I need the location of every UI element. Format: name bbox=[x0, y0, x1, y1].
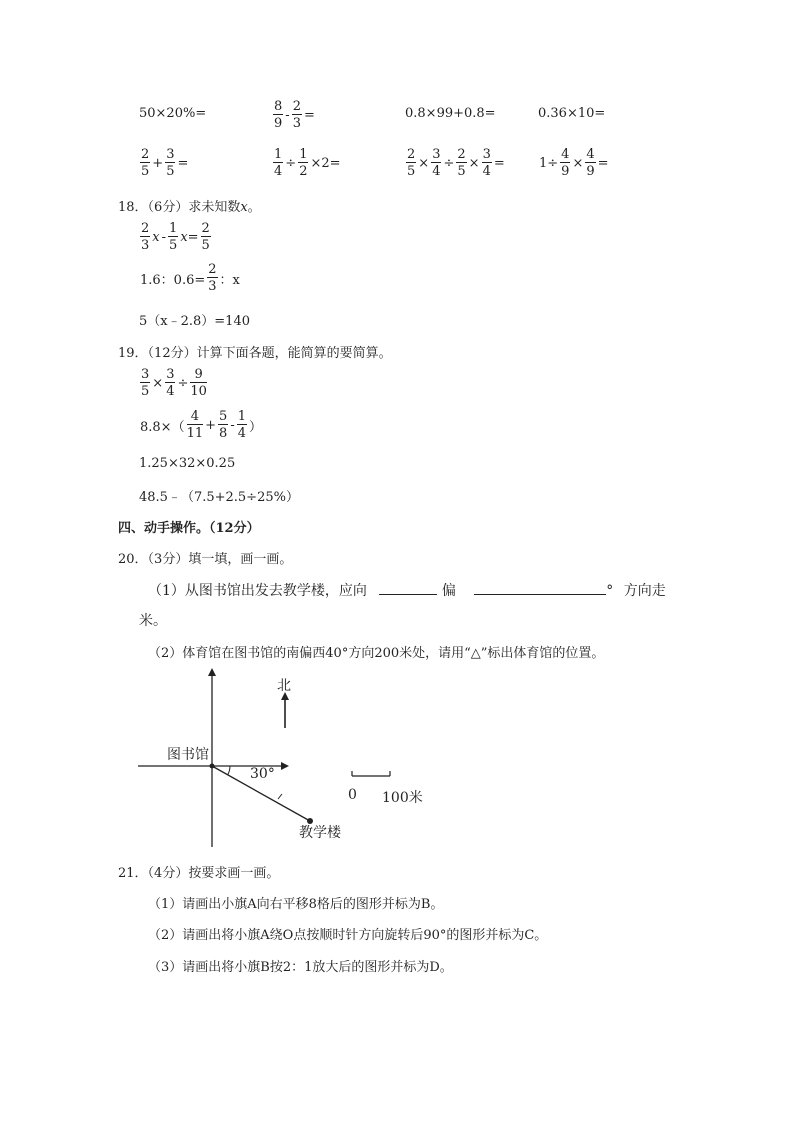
numerator: 5 bbox=[219, 409, 228, 424]
numerator: 3 bbox=[141, 367, 150, 382]
numerator: 2 bbox=[407, 147, 416, 162]
operator: × bbox=[152, 375, 164, 391]
library-point bbox=[210, 764, 215, 769]
q18-equation-3: 5（x﹣2.8）=140 bbox=[139, 314, 250, 329]
denominator: 10 bbox=[190, 384, 207, 399]
variable-equals: x= bbox=[180, 229, 199, 245]
q19-title: 19．（12分）计算下面各题，能简算的要简算。 bbox=[118, 346, 392, 361]
q21-line-1: （1）请画出小旗A向右平移8格后的图形并标为B。 bbox=[148, 897, 444, 912]
denominator: 5 bbox=[141, 384, 150, 399]
operator: ÷ bbox=[443, 155, 455, 171]
denominator: 4 bbox=[237, 426, 246, 441]
numerator: 2 bbox=[201, 221, 210, 236]
operator: × bbox=[572, 155, 584, 171]
equals: = bbox=[303, 107, 315, 123]
numerator: 2 bbox=[457, 147, 466, 162]
denominator: 5 bbox=[201, 238, 210, 253]
school-label: 教学楼 bbox=[299, 825, 341, 841]
q21-title: 21．（4分）按要求画一画。 bbox=[118, 866, 280, 881]
numerator: 3 bbox=[166, 147, 175, 162]
calc-frac-minus: $\frac{8}{9}$ - $\frac{2}{3}$ = bbox=[274, 99, 315, 131]
denominator: 5 bbox=[141, 164, 150, 179]
denominator: 9 bbox=[586, 164, 595, 179]
north-label: 北 bbox=[277, 678, 291, 694]
denominator: 4 bbox=[432, 164, 441, 179]
q20-p1-pian: 偏 bbox=[441, 583, 456, 599]
numerator: 9 bbox=[190, 368, 207, 383]
operator: + bbox=[152, 155, 164, 171]
numerator: 4 bbox=[561, 147, 570, 162]
denominator: 5 bbox=[407, 164, 416, 179]
denominator: 4 bbox=[166, 384, 175, 399]
degree-sign: ° bbox=[606, 583, 614, 599]
q19-expression-3: 1.25×32×0.25 bbox=[139, 456, 236, 471]
numerator: 8 bbox=[274, 99, 283, 114]
equals: = bbox=[493, 155, 505, 171]
q21-line-2: （2）请画出将小旗A绕O点按顺时针方向旋转后90°的图形并标为C。 bbox=[148, 928, 548, 943]
denominator: 5 bbox=[457, 164, 466, 179]
calc-0.36x10: 0.36×10= bbox=[538, 106, 606, 121]
denominator: 4 bbox=[274, 164, 283, 179]
q18-var: x bbox=[240, 200, 248, 215]
operator: ÷ bbox=[285, 155, 297, 171]
q18-equation-1: $\frac{2}{3}$ x - $\frac{1}{5}$ x= $\frac{2}{5}$ bbox=[141, 221, 210, 253]
calc-50x20pct: 50×20%= bbox=[139, 106, 207, 121]
numerator: 4 bbox=[187, 410, 204, 425]
denominator: 9 bbox=[561, 164, 570, 179]
q20-title: 20．（3分）填一填，画一画。 bbox=[118, 552, 293, 567]
numerator: 2 bbox=[208, 262, 217, 277]
denominator: 8 bbox=[219, 426, 228, 441]
numerator: 1 bbox=[274, 147, 283, 162]
q20-p1-text: （1）从图书馆出发去教学楼，应向 bbox=[148, 583, 367, 599]
q20-part-2: （2）体育馆在图书馆的南偏西40°方向200米处，请用“△”标出体育馆的位置。 bbox=[148, 646, 605, 661]
calc-0.8x99: 0.8×99+0.8= bbox=[405, 106, 496, 121]
library-label: 图书馆 bbox=[167, 747, 209, 763]
numerator: 3 bbox=[482, 147, 491, 162]
operator: × bbox=[468, 155, 480, 171]
denominator: 3 bbox=[208, 279, 217, 294]
numerator: 1 bbox=[299, 147, 308, 162]
denominator: 3 bbox=[292, 116, 301, 131]
numerator: 2 bbox=[141, 221, 150, 236]
operator: + bbox=[205, 417, 217, 433]
angle-arc bbox=[228, 766, 230, 775]
lead: 1.6：0.6= bbox=[140, 272, 206, 288]
denominator: 5 bbox=[169, 238, 178, 253]
numerator: 3 bbox=[166, 367, 175, 382]
scale-label-100: 100米 bbox=[382, 790, 423, 806]
q18-end: 。 bbox=[247, 200, 261, 215]
operator-tail: ×2= bbox=[310, 155, 341, 171]
route-tick bbox=[278, 794, 282, 799]
q20-p1-tail: 方向走 bbox=[623, 583, 666, 599]
q21-line-3: （3）请画出将小旗B按2：1放大后的图形并标为D。 bbox=[148, 960, 453, 975]
equals: = bbox=[177, 155, 189, 171]
equals: = bbox=[597, 155, 609, 171]
tail: ） bbox=[249, 419, 263, 435]
operator: × bbox=[418, 155, 430, 171]
variable: x bbox=[152, 229, 160, 245]
numerator: 2 bbox=[141, 147, 150, 162]
q18-title-text: 18．（6分）求未知数 bbox=[118, 200, 241, 215]
section-4-heading: 四、动手操作。（12分） bbox=[118, 521, 260, 536]
denominator: 5 bbox=[166, 164, 175, 179]
lead: 1÷ bbox=[539, 155, 559, 171]
scale-label-0: 0 bbox=[348, 787, 357, 803]
denominator: 2 bbox=[299, 164, 308, 179]
numerator: 2 bbox=[292, 99, 301, 114]
angle-label: 30° bbox=[250, 766, 275, 782]
numerator: 1 bbox=[169, 221, 178, 236]
q20-part-1-cont: 米。 bbox=[139, 613, 167, 629]
numerator: 1 bbox=[237, 409, 246, 424]
numerator: 3 bbox=[432, 147, 441, 162]
lead: 8.8×（ bbox=[140, 419, 185, 435]
denominator: 3 bbox=[141, 238, 150, 253]
numerator: 4 bbox=[586, 147, 595, 162]
denominator: 9 bbox=[274, 116, 283, 131]
tail: ：x bbox=[219, 272, 240, 288]
denominator: 4 bbox=[482, 164, 491, 179]
q19-expression-2: 8.8×（ $\frac{4}{11}$ + $\frac{5}{8}$ - $\frac{1}{4}$ ） bbox=[140, 409, 263, 441]
q19-expression-4: 48.5﹣（7.5+2.5÷25%） bbox=[139, 490, 299, 505]
denominator: 11 bbox=[186, 426, 204, 441]
operator: ÷ bbox=[177, 375, 189, 391]
